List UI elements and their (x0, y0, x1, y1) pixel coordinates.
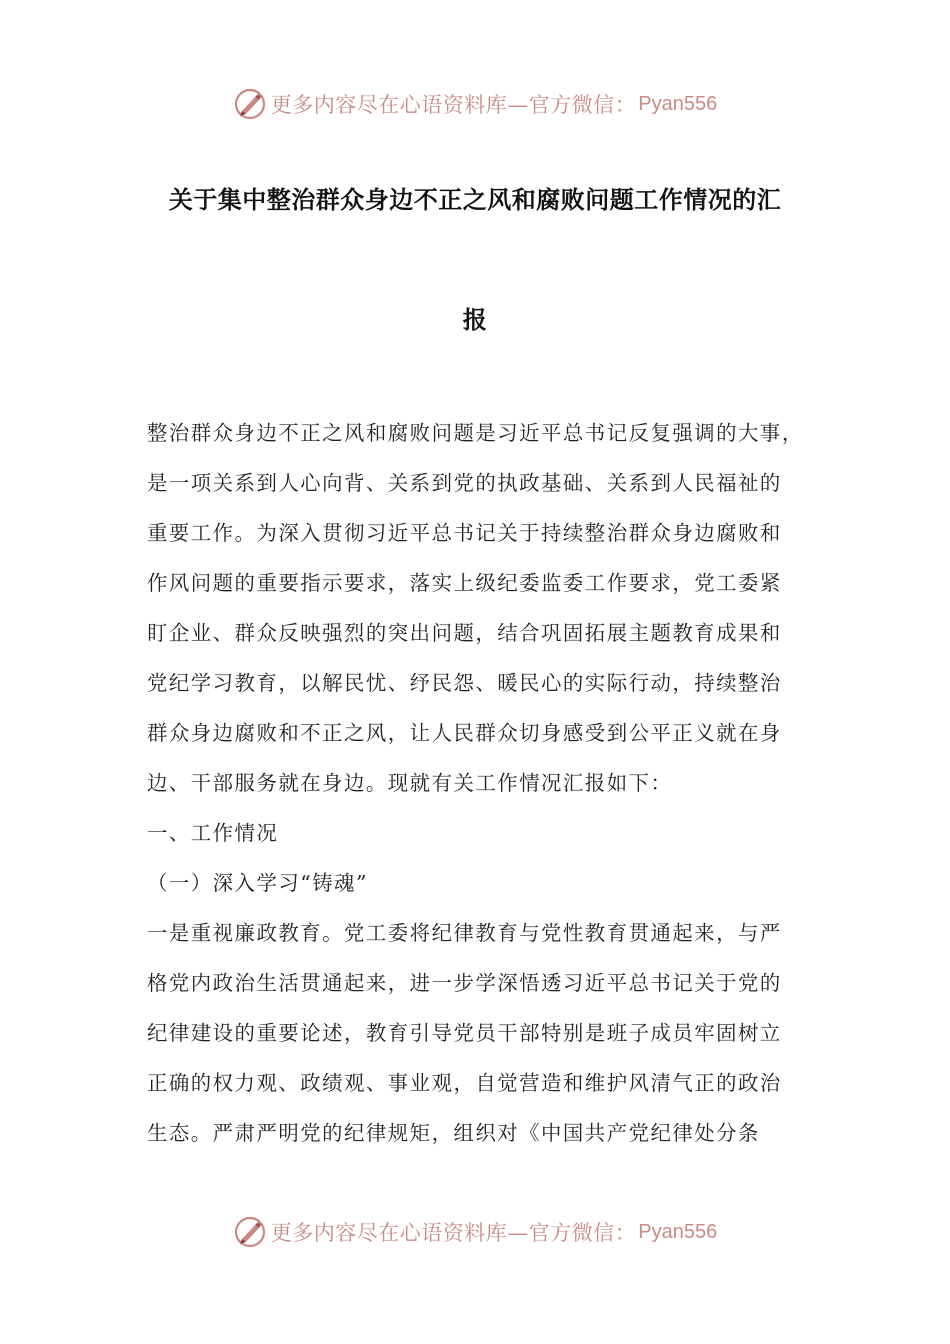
body-line: 一是重视廉政教育。党工委将纪律教育与党性教育贯通起来，与严 (147, 921, 782, 945)
document-title-line-2: 报 (462, 305, 488, 334)
watermark-wechat-id: Pyan556 (638, 92, 718, 115)
body-line: 盯企业、群众反映强烈的突出问题，结合巩固拓展主题教育成果和 (147, 621, 782, 645)
body-line: 纪律建设的重要论述，教育引导党员干部特别是班子成员牢固树立 (147, 1021, 782, 1045)
body-line: 格党内政治生活贯通起来，进一步学深悟透习近平总书记关于党的 (147, 971, 782, 995)
header-watermark (0, 84, 950, 124)
document-title-line-1: 关于集中整治群众身边不正之风和腐败问题工作情况的汇 (168, 185, 782, 214)
pen-logo-icon (233, 1215, 267, 1249)
body-line: 重要工作。为深入贯彻习近平总书记关于持续整治群众身边腐败和 (147, 521, 782, 545)
body-line: 作风问题的重要指示要求，落实上级纪委监委工作要求，党工委紧 (147, 571, 782, 595)
watermark-text: 更多内容尽在心语资料库—官方微信： (270, 93, 637, 117)
body-line: 正确的权力观、政绩观、事业观，自觉营造和维护风清气正的政治 (147, 1071, 782, 1095)
body-line: 群众身边腐败和不正之风，让人民群众切身感受到公平正义就在身 (147, 721, 782, 745)
watermark-wechat-id: Pyan556 (638, 1220, 718, 1243)
footer-watermark (0, 1212, 950, 1252)
body-line: 是一项关系到人心向背、关系到党的执政基础、关系到人民福祉的 (147, 471, 782, 495)
body-line: 边、干部服务就在身边。现就有关工作情况汇报如下： (147, 771, 673, 795)
section-heading: 一、工作情况 (147, 821, 279, 845)
subsection-heading: （一）深入学习“铸魂” (147, 871, 368, 895)
body-line: 整治群众身边不正之风和腐败问题是习近平总书记反复强调的大事， (147, 421, 804, 445)
watermark-text: 更多内容尽在心语资料库—官方微信： (270, 1221, 637, 1245)
document-body (147, 408, 817, 1158)
body-line: 党纪学习教育，以解民忧、纾民怨、暖民心的实际行动，持续整治 (147, 671, 782, 695)
body-line: 生态。严肃严明党的纪律规矩，组织对《中国共产党纪律处分条 (147, 1121, 760, 1145)
pen-logo-icon (233, 87, 267, 121)
